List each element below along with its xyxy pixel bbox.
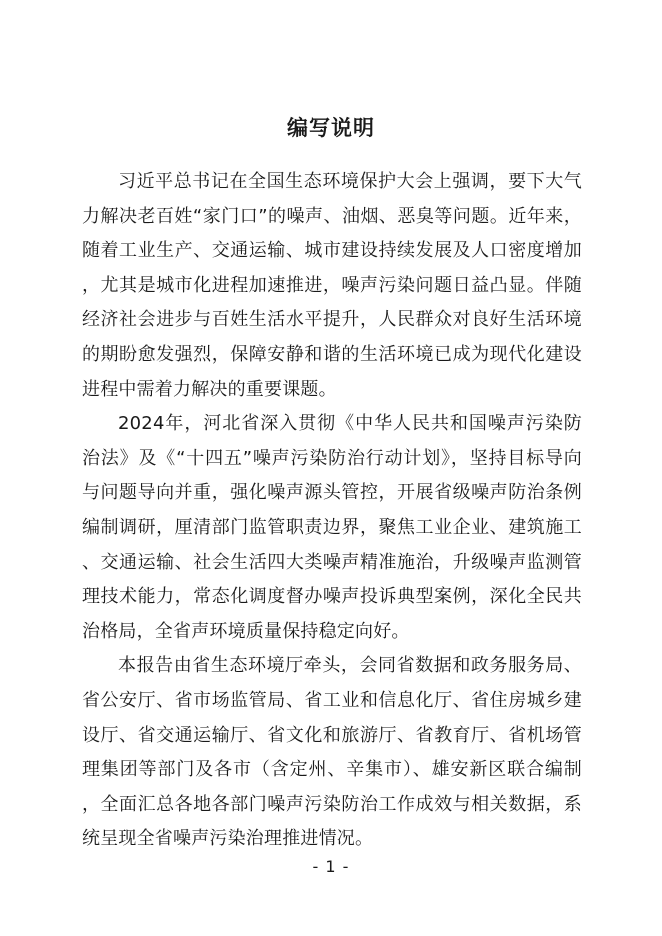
paragraph-1: 习近平总书记在全国生态环境保护大会上强调，要下大气力解决老百姓“家门口”的噪声、油烟、恶臭等问题。近年来，随着工业生产、交通运输、城市建设持续发展及人口密度增加，尤其是城市化进程加速推进，噪声污染问题日益凸显。伴随经济社会进步与百姓生活水平提升，人民群众对良好生活环境的期盼愈发强烈，保障安静和谐的生活环境已成为现代化建设进程中需着力解决的重要课题。: [82, 171, 582, 400]
paragraph-2: 2024年，河北省深入贯彻《中华人民共和国噪声污染防治法》及《“十四五”噪声污染防治行动计划》，坚持目标导向与问题导向并重，强化噪声源头管控，开展省级噪声防治条例编制调研，厘清部门监管职责边界，聚焦工业企业、建筑施工、交通运输、社会生活四大类噪声精准施治，升级噪声监测管理技术能力，常态化调度督办噪声投诉典型案例，深化全民共治格局，全省声环境质量保持稳定向好。: [82, 413, 582, 642]
page-number: - 1 -: [312, 857, 350, 876]
document-body: [82, 165, 582, 857]
document-title: 编写说明: [287, 116, 375, 140]
paragraph-3: 本报告由省生态环境厅牵头，会同省数据和政务服务局、省公安厅、省市场监管局、省工业和信息化厅、省住房城乡建设厅、省交通运输厅、省文化和旅游厅、省教育厅、省机场管理集团等部门及各市（含定州、辛集市）、雄安新区联合编制，全面汇总各地各部门噪声污染防治工作成效与相关数据，系统呈现全省噪声污染治理推进情况。: [82, 655, 582, 850]
